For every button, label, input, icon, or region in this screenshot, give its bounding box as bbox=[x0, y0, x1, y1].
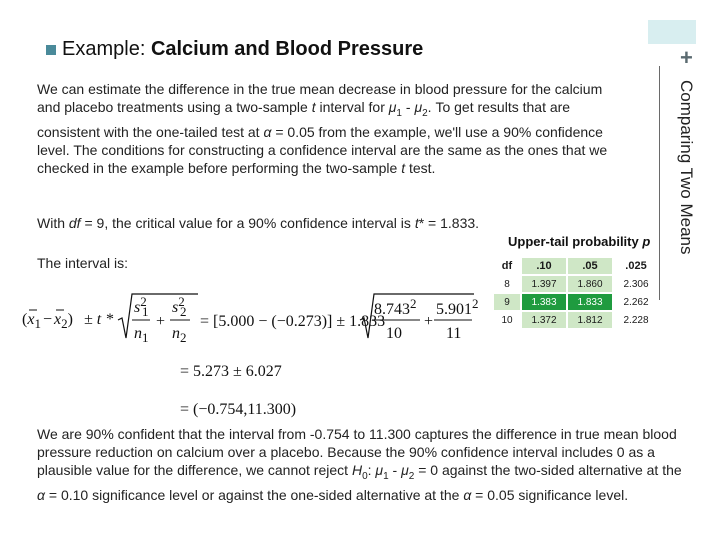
table-cell: 2.228 bbox=[614, 312, 658, 328]
confidence-interval: = (−0.754,11.300) bbox=[180, 401, 297, 418]
p4-text-d: = 0.10 significance level or against the one-sided alternative at the bbox=[44, 486, 464, 503]
p4-text-b: : bbox=[367, 462, 376, 478]
col-header-10: .10 bbox=[522, 258, 566, 274]
p4-sub1: 1 bbox=[383, 470, 389, 482]
s1: s bbox=[134, 299, 141, 316]
svg-text:5.9012 bbox=[436, 296, 479, 318]
table-row bbox=[494, 276, 658, 292]
p1-text-b: interval for bbox=[315, 99, 389, 115]
n2-sub: 2 bbox=[180, 330, 187, 345]
point-estimate-margin: = 5.273 ± 6.027 bbox=[180, 363, 282, 380]
p4-dash: - bbox=[388, 462, 402, 478]
p1-dash: - bbox=[401, 99, 415, 115]
df-cell: 9 bbox=[494, 294, 520, 310]
side-title: Comparing Two Means bbox=[677, 80, 696, 255]
p4-h: H bbox=[351, 462, 363, 478]
t-table-header-row bbox=[494, 258, 658, 274]
square-bullet-icon bbox=[46, 45, 56, 55]
n1-sub: 1 bbox=[142, 330, 149, 345]
table-cell: 1.372 bbox=[522, 312, 566, 328]
n1: n bbox=[134, 325, 142, 342]
df-cell: 10 bbox=[494, 312, 520, 328]
n1-value: 10 bbox=[386, 325, 402, 342]
df-cell: 8 bbox=[494, 276, 520, 292]
p1-sub1: 1 bbox=[396, 107, 402, 119]
lhs-close: ) bbox=[67, 311, 73, 328]
t-table-title-p: p bbox=[642, 234, 651, 249]
col-header-05: .05 bbox=[568, 258, 612, 274]
slide-title bbox=[46, 38, 423, 61]
table-cell: 1.397 bbox=[522, 276, 566, 292]
table-cell: 2.306 bbox=[614, 276, 658, 292]
p2-text-b: = 9, the critical value for a 90% confidence interval is bbox=[80, 215, 415, 231]
p2-t: t bbox=[414, 215, 419, 231]
p4-mu1: μ bbox=[375, 462, 384, 478]
p1-sub2: 2 bbox=[422, 107, 428, 119]
substituted-values: = [5.000 − (−0.273)] ± 1.833 bbox=[200, 313, 386, 330]
p1-t2: t bbox=[401, 159, 406, 176]
sd2-sup: 2 bbox=[472, 296, 479, 311]
p2-text-c: * = 1.833. bbox=[418, 215, 480, 231]
critical-value-paragraph bbox=[37, 214, 597, 232]
svg-text:n1 bbox=[134, 325, 149, 345]
p1-text-c: . To get results that are consistent with the one-tailed test at bbox=[37, 99, 571, 140]
n2: n bbox=[172, 325, 180, 342]
p2-text-a: With bbox=[37, 215, 69, 231]
p4-mu2: μ bbox=[401, 462, 409, 478]
title-label: Example: bbox=[62, 38, 146, 60]
p4-text-a: We are 90% confident that the interval from -0.754 to 11.300 captures the difference in true mean blood pressure reduction on calcium over a placebo. Because the 90% confidence interval includes 0 as a plausible value for the difference, we cannot reject bbox=[37, 426, 677, 478]
s2-sub: 2 bbox=[180, 304, 187, 319]
t-table-title bbox=[508, 234, 650, 249]
xbar2-sub: 2 bbox=[61, 316, 68, 331]
p4-hsub: 0 bbox=[362, 470, 368, 482]
sd1-sup: 2 bbox=[410, 296, 417, 311]
p1-mu2: μ bbox=[414, 99, 423, 115]
table-cell: 2.262 bbox=[614, 294, 658, 310]
sd1-value: 8.743 bbox=[374, 301, 410, 318]
table-cell: 1.860 bbox=[568, 276, 612, 292]
n2-value: 11 bbox=[446, 325, 462, 342]
p4-alpha1: α bbox=[37, 486, 45, 503]
t-table-title-text: Upper-tail probability bbox=[508, 234, 643, 249]
p4-text-e: = 0.05 significance level. bbox=[471, 486, 629, 503]
xbar1-sub: 1 bbox=[34, 316, 41, 331]
sd2-value: 5.901 bbox=[436, 301, 472, 318]
s1-sub: 1 bbox=[142, 304, 149, 319]
df-header: df bbox=[494, 258, 520, 274]
p1-text-a: We can estimate the difference in the true mean decrease in blood pressure for the calcium and placebo treatments using a two-sample bbox=[37, 81, 603, 115]
s2-sup: 2 bbox=[178, 294, 185, 309]
p1-text-e: test. bbox=[405, 159, 436, 176]
corner-accent-box bbox=[648, 20, 696, 44]
svg-text:n2 bbox=[172, 325, 187, 345]
intro-paragraph bbox=[37, 80, 612, 177]
p1-mu1: μ bbox=[388, 99, 397, 115]
interval-label: The interval is: bbox=[37, 255, 129, 271]
title-text bbox=[62, 38, 423, 61]
svg-text:8.7432 bbox=[374, 296, 417, 318]
plus-icon: + bbox=[680, 45, 693, 70]
col-header-025: .025 bbox=[614, 258, 658, 274]
table-cell: 1.383 bbox=[522, 294, 566, 310]
p1-text-d: = 0.05 from the example, we'll use a 90% confidence level. The conditions for constructing a confidence interval are the same as the ones that we checked in the example before performing the two-sample bbox=[37, 123, 608, 176]
p4-text-c: = 0 against the two-sided alternative at the bbox=[414, 462, 682, 478]
p1-alpha: α bbox=[263, 123, 272, 140]
table-row-highlighted bbox=[494, 294, 658, 310]
p2-df: df bbox=[68, 215, 81, 231]
s1-sup: 2 bbox=[140, 294, 147, 309]
inner-plus: + bbox=[156, 313, 166, 330]
xbar2: x bbox=[53, 311, 62, 328]
pm-tstar: ± t * bbox=[84, 311, 114, 328]
table-row bbox=[494, 312, 658, 328]
lhs-open: ( bbox=[22, 311, 28, 328]
value-plus: + bbox=[424, 313, 434, 330]
p4-sub2: 2 bbox=[408, 470, 415, 482]
table-cell: 1.833 bbox=[568, 294, 612, 310]
svg-text:(x1−x2) bbox=[22, 311, 73, 331]
t-table bbox=[492, 234, 660, 344]
interval-formula bbox=[22, 290, 482, 420]
xbar1: x bbox=[27, 311, 35, 328]
conclusion-paragraph bbox=[37, 425, 687, 504]
title-rest: Calcium and Blood Pressure bbox=[150, 38, 424, 60]
s2: s bbox=[172, 299, 179, 316]
lhs-minus: − bbox=[42, 311, 52, 328]
table-cell: 1.812 bbox=[568, 312, 612, 328]
t-table-grid bbox=[492, 256, 660, 330]
p1-t: t bbox=[311, 99, 316, 115]
p4-alpha2: α bbox=[463, 486, 472, 503]
